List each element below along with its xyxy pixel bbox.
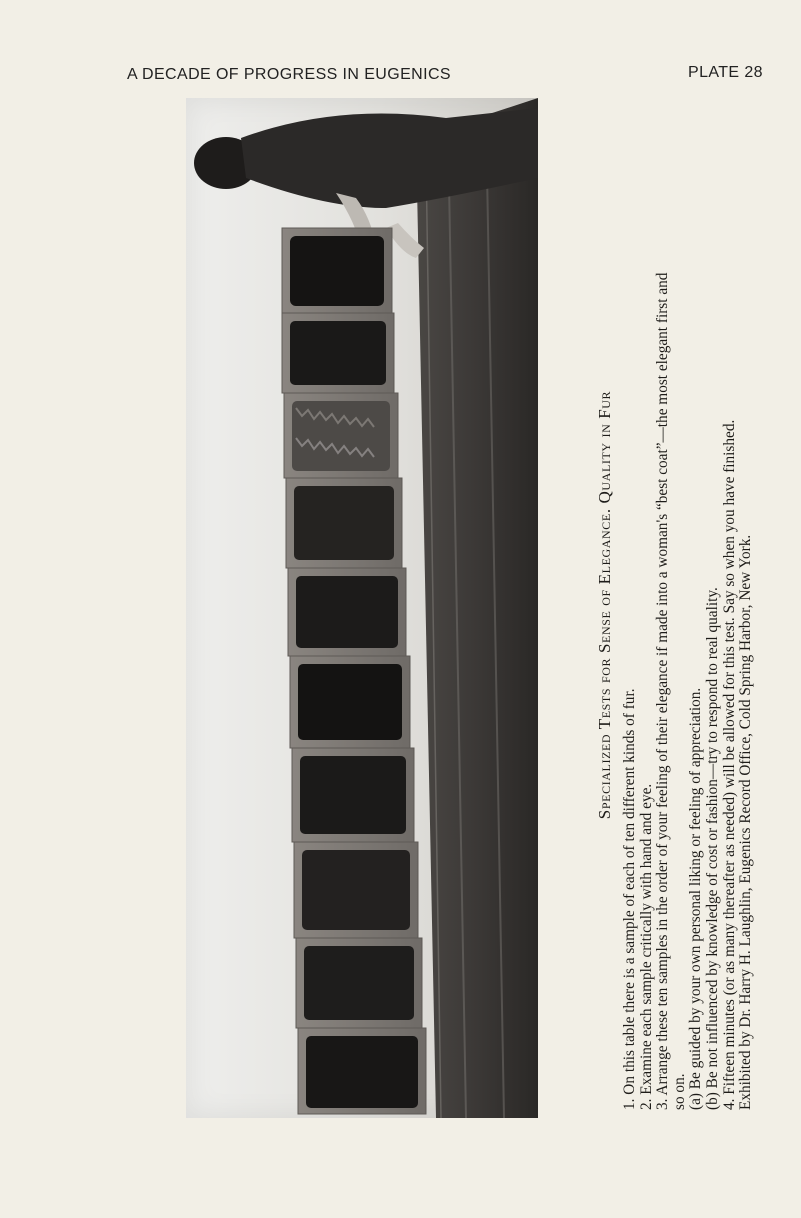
fur-sample-3 — [284, 393, 398, 478]
fur-sample-10 — [298, 1028, 426, 1114]
table-surface — [416, 98, 538, 1118]
caption-line-5: (a) Be guided by your own personal liking or feeling of appreciation. — [687, 687, 705, 1110]
plate-number: PLATE 28 — [688, 64, 763, 81]
caption-line-8: Exhibited by Dr. Harry H. Laughlin, Eugenics Record Office, Cold Spring Harbor, New York. — [737, 534, 755, 1110]
caption-line-1: 1. On this table there is a sample of each of ten different kinds of fur. — [621, 688, 638, 1110]
caption-line-4: so on. — [670, 1073, 688, 1110]
caption-title: Specialized Tests for Sense of Elegance. Quality in Fur — [595, 390, 614, 820]
fur-sample-5 — [288, 568, 406, 656]
plate-caption — [595, 100, 755, 1110]
fur-sample-8 — [294, 842, 418, 938]
fur-sample-4 — [286, 478, 402, 568]
fur-sample-6 — [290, 656, 410, 748]
fur-sample-boards — [282, 228, 426, 1114]
caption-line-2: 2. Examine each sample critically with hand and eye. — [637, 783, 655, 1110]
caption-line-7: 4. Fifteen minutes (or as many thereafter as needed) will be allowed for this test. Say so when you have finished. — [720, 419, 738, 1110]
fur-sample-9 — [296, 938, 422, 1028]
book-title: A DECADE OF PROGRESS IN EUGENICS — [127, 66, 451, 83]
fur-sample-2 — [282, 313, 394, 393]
caption-line-3: 3. Arrange these ten samples in the order of your feeling of their elegance if made into a woman's “best coat”—the most elegant first and — [654, 272, 672, 1110]
fur-sample-7 — [292, 748, 414, 842]
caption-line-6: (b) Be not influenced by knowledge of cost or fashion—try to respond to real quality. — [703, 587, 721, 1110]
fur-samples-photograph — [186, 98, 538, 1118]
fur-sample-1 — [282, 228, 392, 313]
